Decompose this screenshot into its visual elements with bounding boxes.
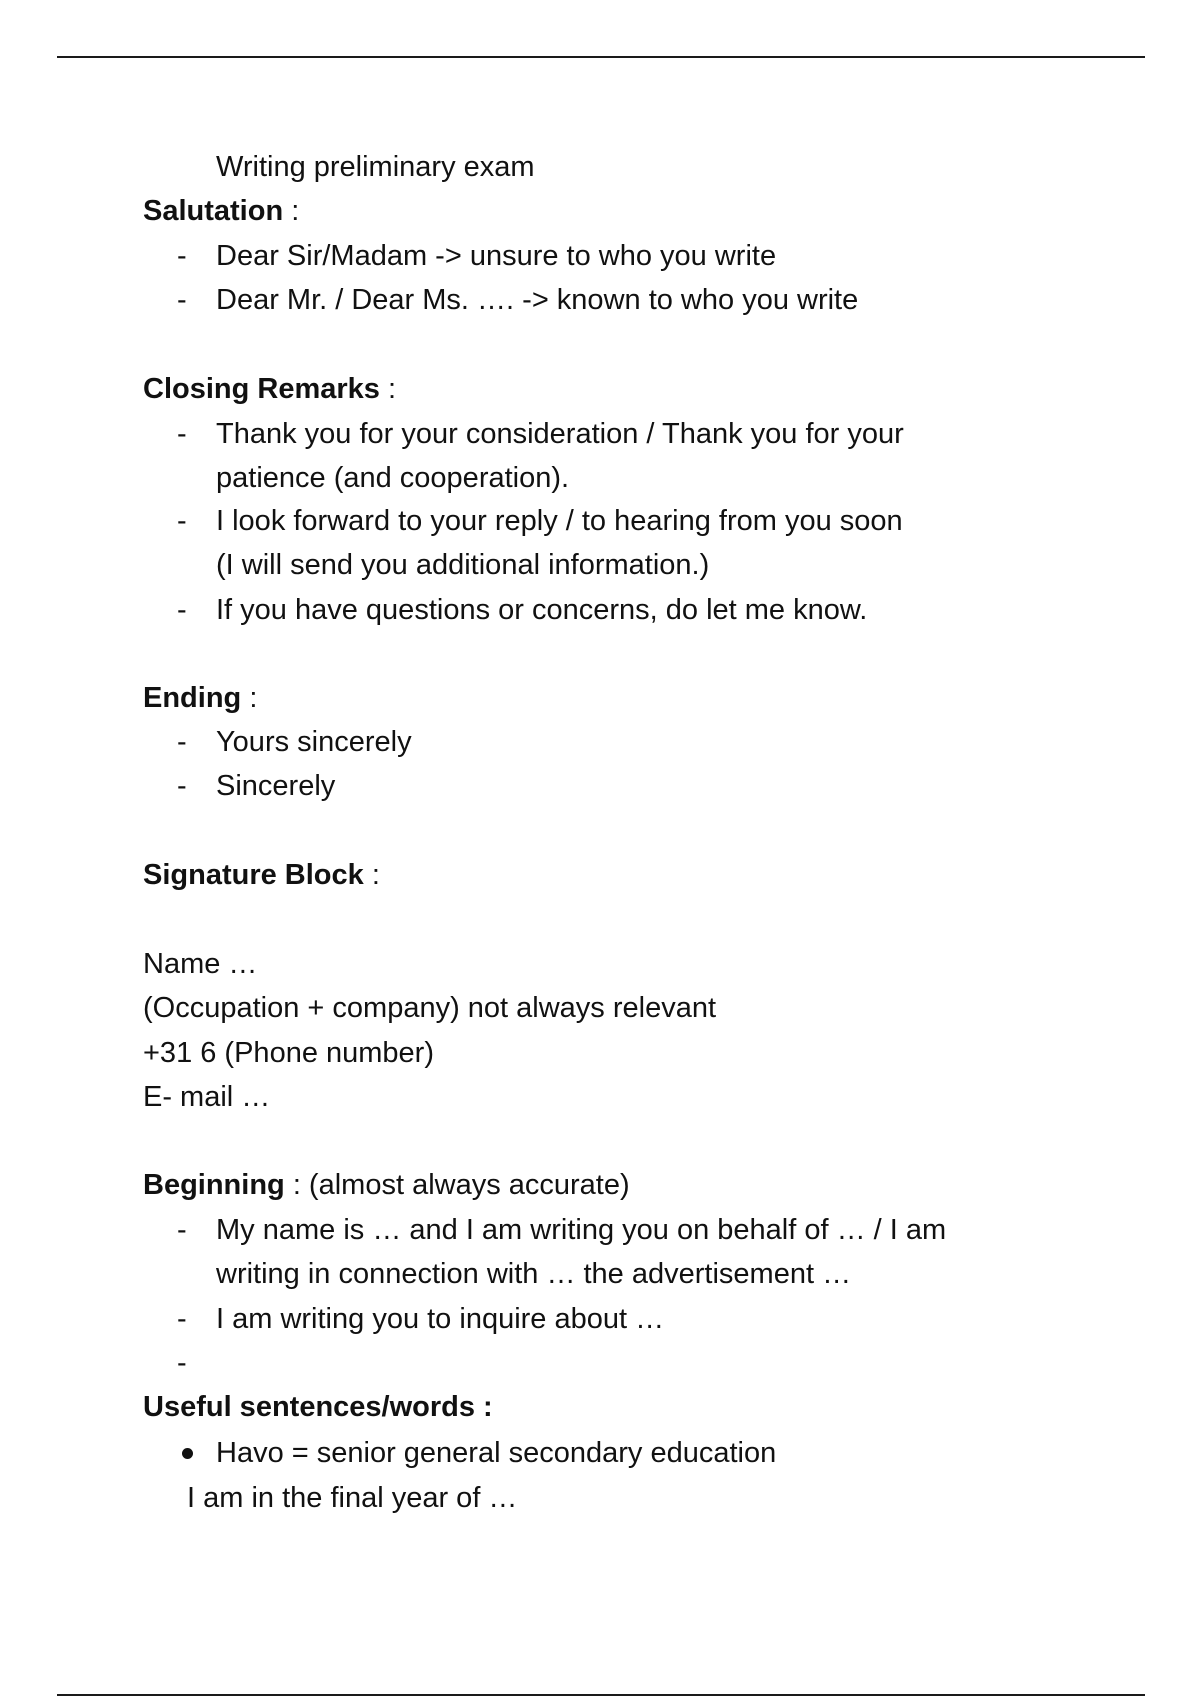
closing-item-3: If you have questions or concerns, do let me know.	[216, 594, 868, 626]
signature-heading-line	[143, 853, 380, 897]
dash-marker: -	[177, 418, 187, 450]
beginning-item-1-line-1: My name is … and I am writing you on behalf of … / I am	[216, 1214, 947, 1246]
salutation-item-2: Dear Mr. / Dear Ms. …. -> known to who you write	[216, 284, 859, 316]
closing-colon: :	[379, 373, 397, 405]
closing-item-2-line-2: (I will send you additional information.)	[216, 549, 710, 581]
beginning-heading-line	[143, 1163, 630, 1207]
salutation-item-1: Dear Sir/Madam -> unsure to who you write	[216, 240, 777, 272]
dash-marker: -	[177, 1303, 187, 1335]
dash-marker: -	[177, 594, 187, 626]
closing-item-1-line-1: Thank you for your consideration / Thank you for your	[216, 418, 904, 450]
ending-colon: :	[241, 682, 258, 714]
dash-marker: -	[177, 770, 187, 802]
beginning-item-2: I am writing you to inquire about …	[216, 1303, 665, 1335]
dash-marker: -	[177, 505, 187, 537]
ending-heading-line	[143, 676, 257, 720]
beginning-item-1-line-2: writing in connection with … the advertisement …	[216, 1258, 852, 1290]
useful-heading: Useful sentences/words :	[143, 1391, 493, 1423]
dash-marker: -	[177, 284, 187, 316]
signature-phone: +31 6 (Phone number)	[143, 1037, 434, 1069]
ending-item-1: Yours sincerely	[216, 726, 412, 758]
useful-after-line: I am in the final year of …	[187, 1482, 518, 1514]
useful-bullet-item: Havo = senior general secondary education	[216, 1437, 777, 1469]
signature-heading: Signature Block	[143, 859, 364, 891]
closing-item-1-line-2: patience (and cooperation).	[216, 462, 570, 494]
signature-name: Name …	[143, 948, 258, 980]
dash-marker-empty: -	[177, 1347, 187, 1379]
ending-item-2: Sincerely	[216, 770, 336, 802]
bullet-dot-icon	[182, 1448, 193, 1459]
bottom-rule	[57, 1694, 1145, 1696]
signature-email: E- mail …	[143, 1081, 271, 1113]
salutation-heading-line	[143, 189, 299, 233]
beginning-suffix: : (almost always accurate)	[284, 1169, 630, 1201]
dash-marker: -	[177, 240, 187, 272]
top-rule	[57, 56, 1145, 58]
closing-item-2-line-1: I look forward to your reply / to hearing from you soon	[216, 505, 903, 537]
beginning-heading: Beginning	[143, 1169, 285, 1201]
signature-occupation: (Occupation + company) not always relevant	[143, 992, 717, 1024]
closing-heading-line	[143, 367, 396, 411]
signature-colon: :	[363, 859, 380, 891]
salutation-colon: :	[283, 195, 300, 227]
salutation-heading: Salutation	[143, 195, 284, 227]
document-title: Writing preliminary exam	[216, 151, 535, 183]
dash-marker: -	[177, 726, 187, 758]
ending-heading: Ending	[143, 682, 242, 714]
closing-heading: Closing Remarks	[143, 373, 380, 405]
dash-marker: -	[177, 1214, 187, 1246]
